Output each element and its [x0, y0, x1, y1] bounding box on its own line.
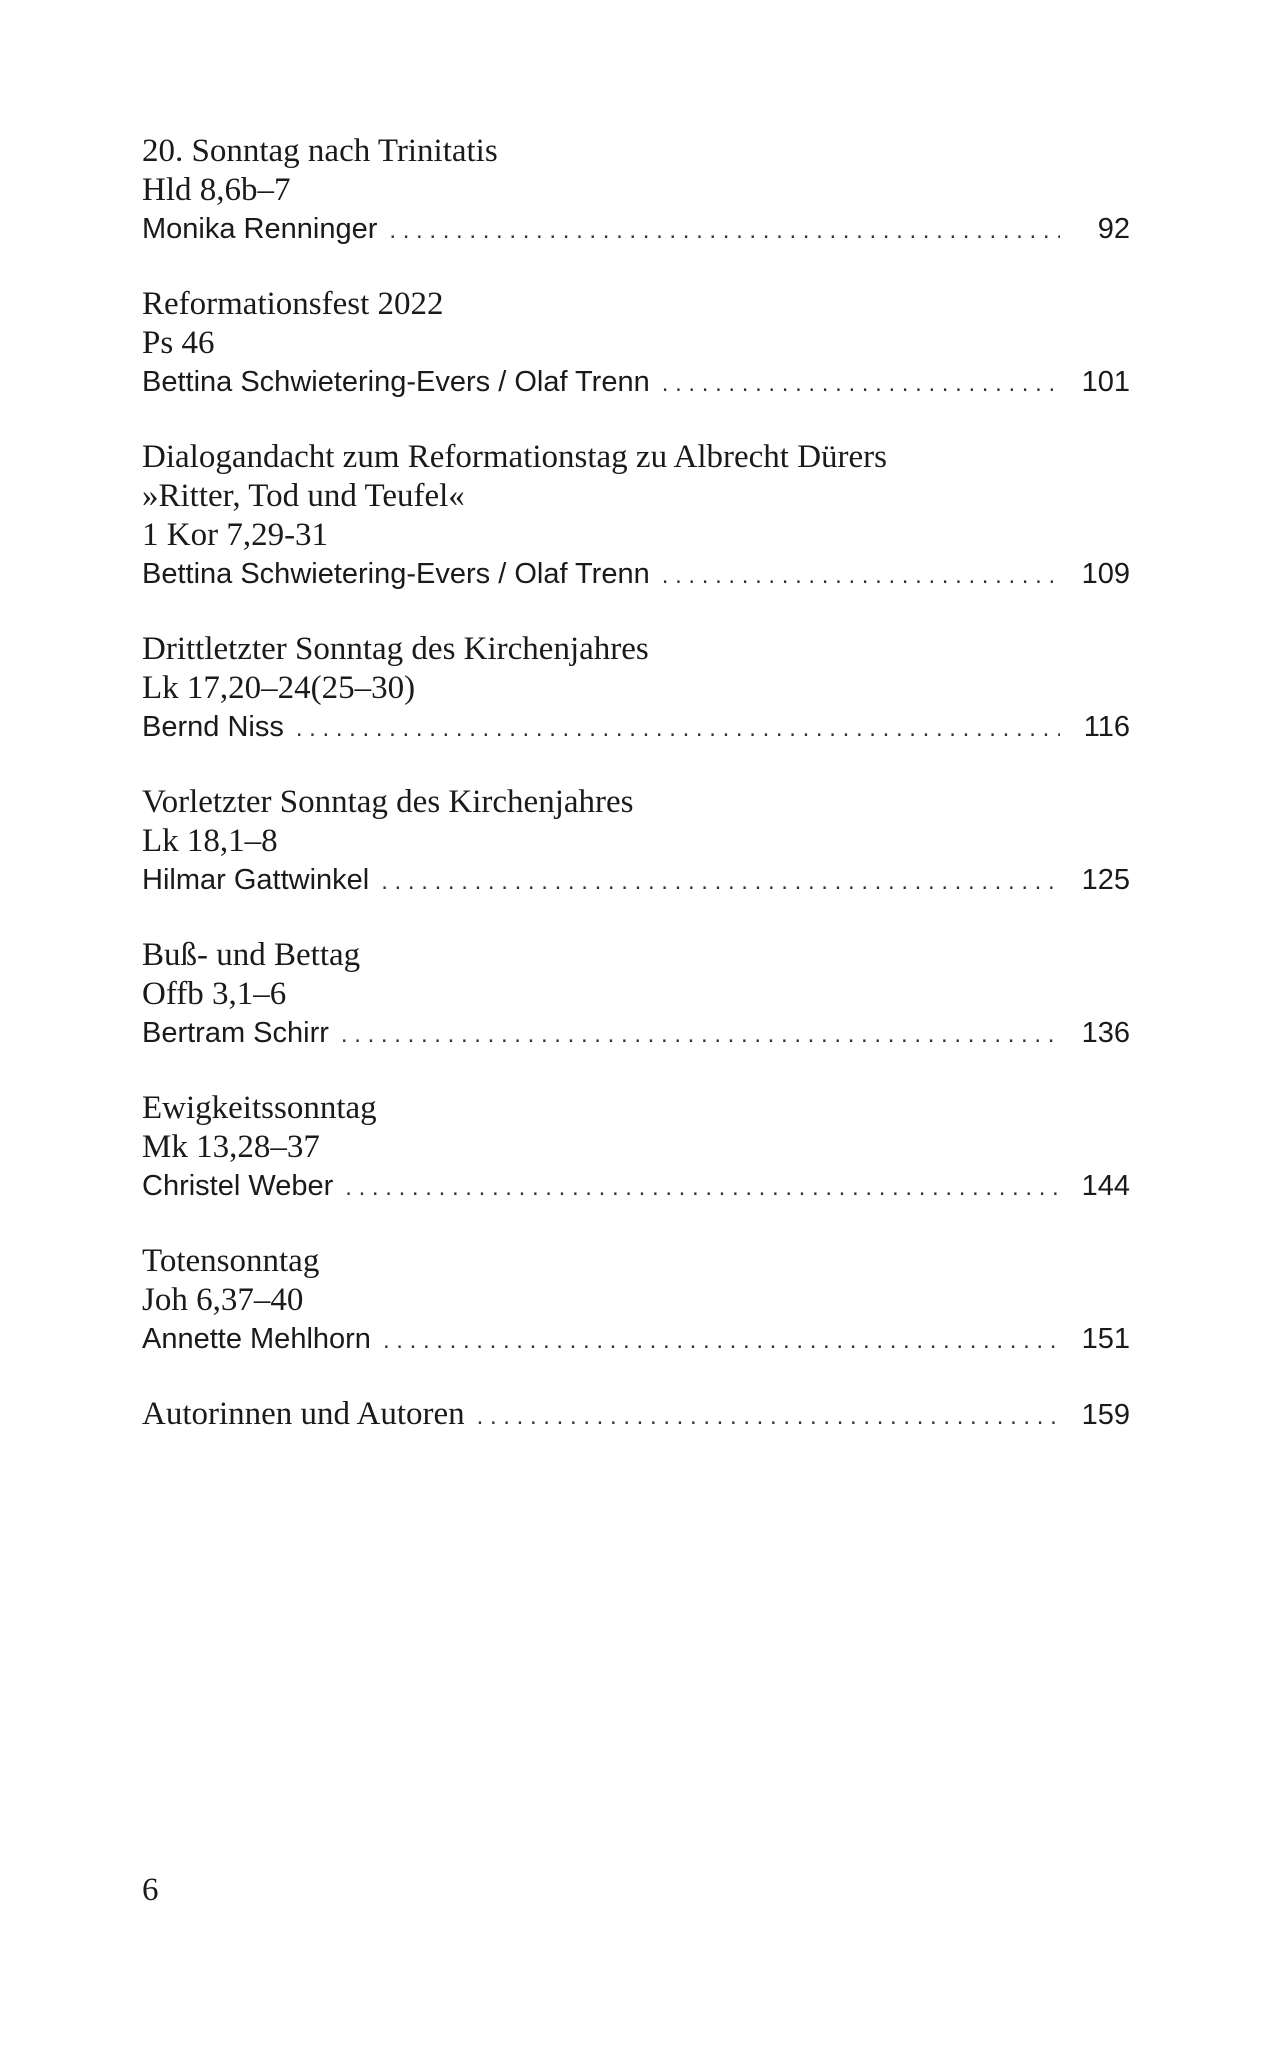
bible-reference: Ps 46 [142, 325, 215, 361]
author-line [142, 1167, 1130, 1206]
dot-leader [345, 1168, 1060, 1207]
author-line [142, 210, 1130, 249]
bible-reference: Lk 17,20–24(25–30) [142, 670, 416, 706]
page-number: 151 [1081, 1323, 1130, 1355]
page-number: 116 [1083, 711, 1130, 743]
author-name: Christel Weber [142, 1170, 334, 1202]
page-number: 144 [1081, 1170, 1130, 1202]
entry-title: Vorletzter Sonntag des Kirchenjahres [142, 784, 634, 820]
dot-leader [662, 556, 1060, 595]
author-name: Bettina Schwietering-Evers / Olaf Trenn [142, 558, 650, 590]
page-number: 92 [1097, 213, 1130, 245]
dot-leader [477, 1397, 1060, 1436]
author-line [142, 708, 1130, 747]
toc-entry [142, 630, 1130, 747]
entry-title: Reformationsfest 2022 [142, 286, 444, 322]
dot-leader [389, 211, 1060, 250]
toc-entry [142, 285, 1130, 402]
author-name: Monika Renninger [142, 213, 378, 245]
entry-title: Dialogandacht zum Reformationstag zu Albrecht Dürers [142, 439, 888, 475]
entry-title: Drittletzter Sonntag des Kirchenjahres [142, 631, 649, 667]
bible-reference: 1 Kor 7,29-31 [142, 517, 329, 553]
dot-leader [341, 1015, 1060, 1054]
author-name: Hilmar Gattwinkel [142, 864, 370, 896]
appendix-title: Autorinnen und Autoren [142, 1396, 465, 1432]
toc-entry [142, 1242, 1130, 1359]
entry-subtitle: »Ritter, Tod und Teufel« [142, 478, 465, 514]
bible-reference: Lk 18,1–8 [142, 823, 278, 859]
bible-reference: Joh 6,37–40 [142, 1282, 304, 1318]
author-name: Bernd Niss [142, 711, 284, 743]
author-name: Annette Mehlhorn [142, 1323, 371, 1355]
toc-entry [142, 132, 1130, 249]
page-number: 109 [1081, 558, 1130, 590]
page-number: 125 [1081, 864, 1130, 896]
page-number: 136 [1081, 1017, 1130, 1049]
entry-title: Totensonntag [142, 1243, 320, 1279]
author-line [142, 1014, 1130, 1053]
dot-leader [381, 862, 1060, 901]
bible-reference: Mk 13,28–37 [142, 1129, 320, 1165]
toc-entry [142, 1089, 1130, 1206]
toc-entry [142, 438, 1130, 594]
bible-reference: Offb 3,1–6 [142, 976, 287, 1012]
author-line [142, 1320, 1130, 1359]
page-number: 159 [1081, 1399, 1130, 1431]
author-line [142, 555, 1130, 594]
folio-page-number: 6 [142, 1872, 159, 1908]
author-line [142, 363, 1130, 402]
toc-entry [142, 936, 1130, 1053]
toc-appendix [142, 1395, 1130, 1434]
dot-leader [296, 709, 1060, 748]
page-number: 101 [1081, 366, 1130, 398]
entry-title: 20. Sonntag nach Trinitatis [142, 133, 498, 169]
appendix-line [142, 1395, 1130, 1434]
author-name: Bettina Schwietering-Evers / Olaf Trenn [142, 366, 650, 398]
toc-entry [142, 783, 1130, 900]
author-name: Bertram Schirr [142, 1017, 329, 1049]
table-of-contents [142, 132, 1130, 1470]
entry-title: Buß- und Bettag [142, 937, 361, 973]
entry-title: Ewigkeitssonntag [142, 1090, 377, 1126]
bible-reference: Hld 8,6b–7 [142, 172, 291, 208]
dot-leader [383, 1321, 1060, 1360]
dot-leader [662, 364, 1060, 403]
author-line [142, 861, 1130, 900]
